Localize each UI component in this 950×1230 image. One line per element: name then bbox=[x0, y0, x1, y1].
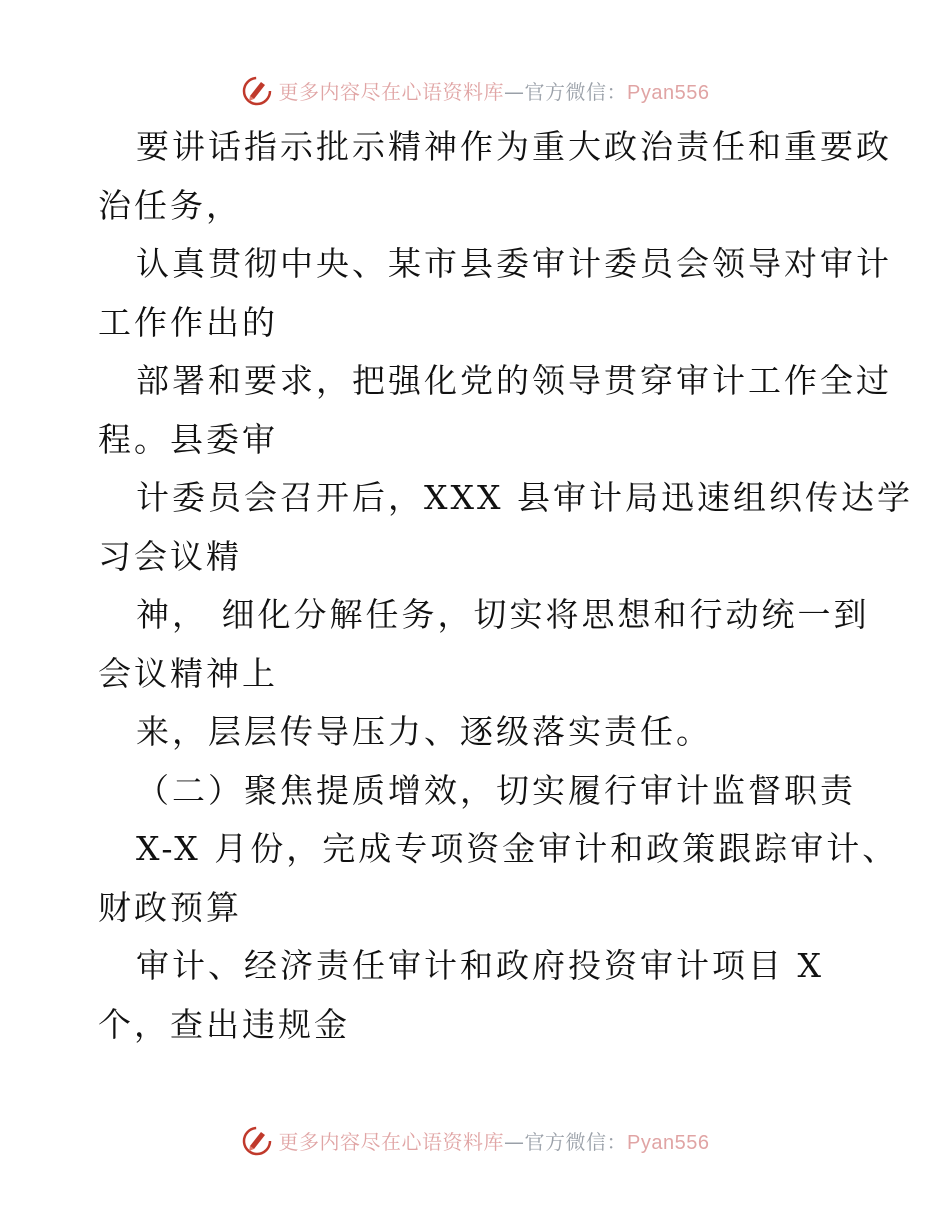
footer-banner-label: 官方微信： bbox=[524, 1129, 628, 1154]
footer-banner-slogan: 更多内容尽在心语资料库 bbox=[278, 1129, 505, 1154]
section-heading: （二）聚焦提质增效，切实履行审计监督职责 bbox=[136, 770, 856, 810]
header-banner-text bbox=[279, 76, 710, 105]
footer-banner-text bbox=[279, 1126, 710, 1155]
footer-banner bbox=[0, 1120, 950, 1160]
footer-banner-account: Pyan556 bbox=[627, 1131, 710, 1154]
text-line: 治任务， bbox=[98, 185, 242, 225]
header-banner-label: 官方微信： bbox=[524, 79, 628, 104]
text-line: 会议精神上 bbox=[98, 653, 278, 693]
text-line: 要讲话指示批示精神作为重大政治责任和重要政 bbox=[136, 127, 892, 166]
text-line: 认真贯彻中央、某市县委审计委员会领导对审计 bbox=[136, 244, 892, 283]
text-line: 神， 细化分解任务，切实将思想和行动统一到 bbox=[136, 595, 870, 634]
document-body bbox=[98, 118, 913, 1054]
brand-logo-icon bbox=[241, 1124, 273, 1156]
brand-logo-icon bbox=[241, 74, 273, 106]
text-line: X-X 月份，完成专项资金审计和政策跟踪审计、 bbox=[136, 829, 899, 868]
text-line: 程。县委审 bbox=[98, 419, 278, 459]
text-line: 习会议精 bbox=[98, 536, 242, 576]
text-line: 计委员会召开后，XXX 县审计局迅速组织传达学 bbox=[136, 478, 913, 517]
text-line: 来，层层传导压力、逐级落实责任。 bbox=[136, 712, 712, 751]
text-line: 审计、经济责任审计和政府投资审计项目 X bbox=[136, 946, 824, 985]
header-banner-slogan: 更多内容尽在心语资料库 bbox=[278, 79, 505, 104]
text-line: 部署和要求，把强化党的领导贯穿审计工作全过 bbox=[136, 361, 892, 400]
text-line: 工作作出的 bbox=[98, 302, 278, 342]
header-banner-account: Pyan556 bbox=[627, 81, 710, 104]
text-line: 财政预算 bbox=[98, 887, 242, 927]
header-banner-separator: — bbox=[504, 79, 525, 104]
footer-banner-separator: — bbox=[504, 1129, 525, 1154]
header-banner bbox=[0, 70, 950, 110]
text-line: 个，查出违规金 bbox=[98, 1004, 350, 1044]
